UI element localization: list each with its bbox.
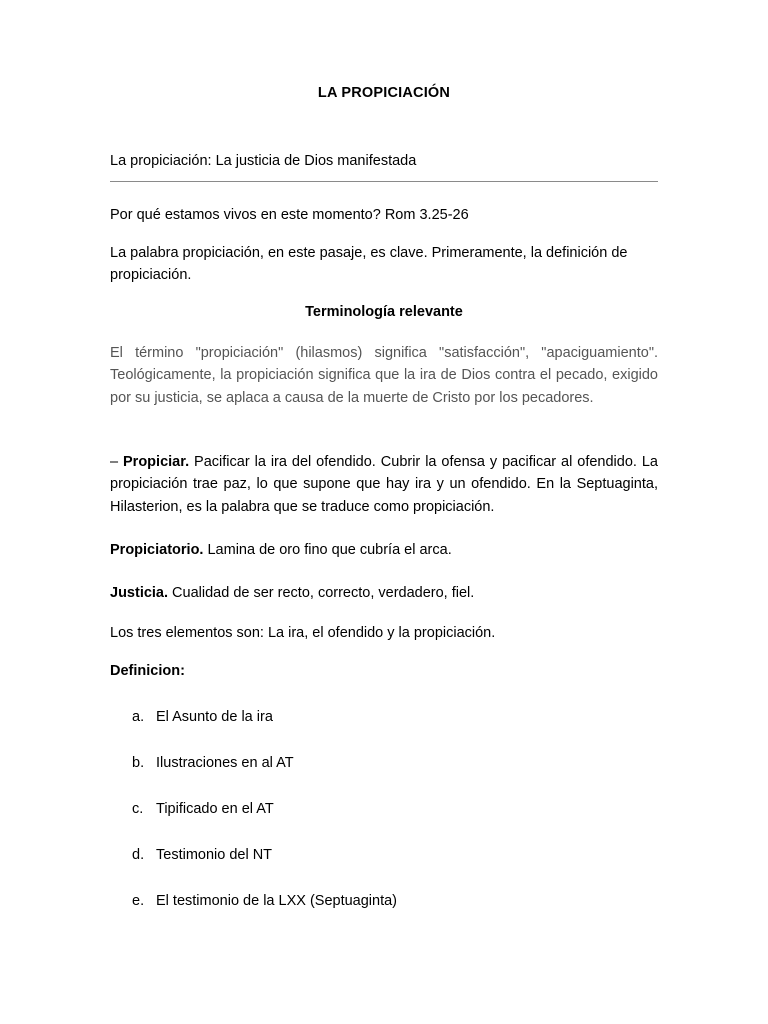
definition-justicia	[110, 582, 658, 604]
list-item-text: El Asunto de la ira	[156, 709, 273, 725]
document-title: LA PROPICIACIÓN	[317, 85, 451, 101]
definicion-heading-text: Definicion:	[110, 663, 185, 679]
question-paragraph: Por qué estamos vivos en este momento? Rom 3.25-26	[110, 207, 469, 223]
list-item	[132, 891, 397, 911]
list-item-text: El testimonio de la LXX (Septuaginta)	[156, 893, 397, 909]
intro-paragraph: La palabra propiciación, en este pasaje, es clave. Primeramente, la definición de propiciación.	[110, 245, 628, 284]
list-marker: a.	[132, 709, 145, 725]
list-marker: d.	[132, 847, 145, 863]
definition-term: Propiciar.	[123, 454, 190, 470]
list-marker: e.	[132, 893, 145, 909]
list-marker: b.	[132, 755, 145, 771]
section-heading: Terminología relevante	[305, 304, 463, 320]
list-item	[132, 707, 273, 727]
definition-propiciatorio	[110, 539, 658, 561]
elements-sentence: Los tres elementos son: La ira, el ofendido y la propiciación.	[110, 625, 496, 641]
horizontal-divider	[110, 181, 658, 182]
list-marker: c.	[132, 801, 144, 817]
definition-prefix: –	[110, 454, 124, 470]
definicion-heading	[110, 660, 658, 682]
term-paragraph: El término "propiciación" (hilasmos) significa "satisfacción", "apaciguamiento". Teológicamente, la propiciación significa que la ira de Dios contra el pecado, exigido por su justicia, se aplaca a causa de la muerte de Cristo por los pecadores.	[110, 345, 658, 406]
list-item-text: Tipificado en el AT	[156, 801, 274, 817]
list-item	[132, 753, 294, 773]
definition-propiciar	[110, 451, 658, 518]
definition-term: Justicia.	[110, 585, 169, 601]
document-subtitle: La propiciación: La justicia de Dios manifestada	[110, 153, 417, 169]
list-item	[132, 845, 272, 865]
definition-text: Cualidad de ser recto, correcto, verdadero, fiel.	[168, 585, 475, 601]
definition-text: Pacificar la ira del ofendido. Cubrir la ofensa y pacificar al ofendido. La propiciación trae paz, lo que supone que hay ira y un ofendido. En la Septuaginta, Hilasterion, es la palabra que se traduce como propiciación.	[110, 454, 658, 515]
list-item	[132, 799, 274, 819]
definition-term: Propiciatorio.	[110, 542, 204, 558]
definition-text: Lamina de oro fino que cubría el arca.	[203, 542, 452, 558]
list-item-text: Testimonio del NT	[156, 847, 273, 863]
list-item-text: Ilustraciones en al AT	[156, 755, 294, 771]
